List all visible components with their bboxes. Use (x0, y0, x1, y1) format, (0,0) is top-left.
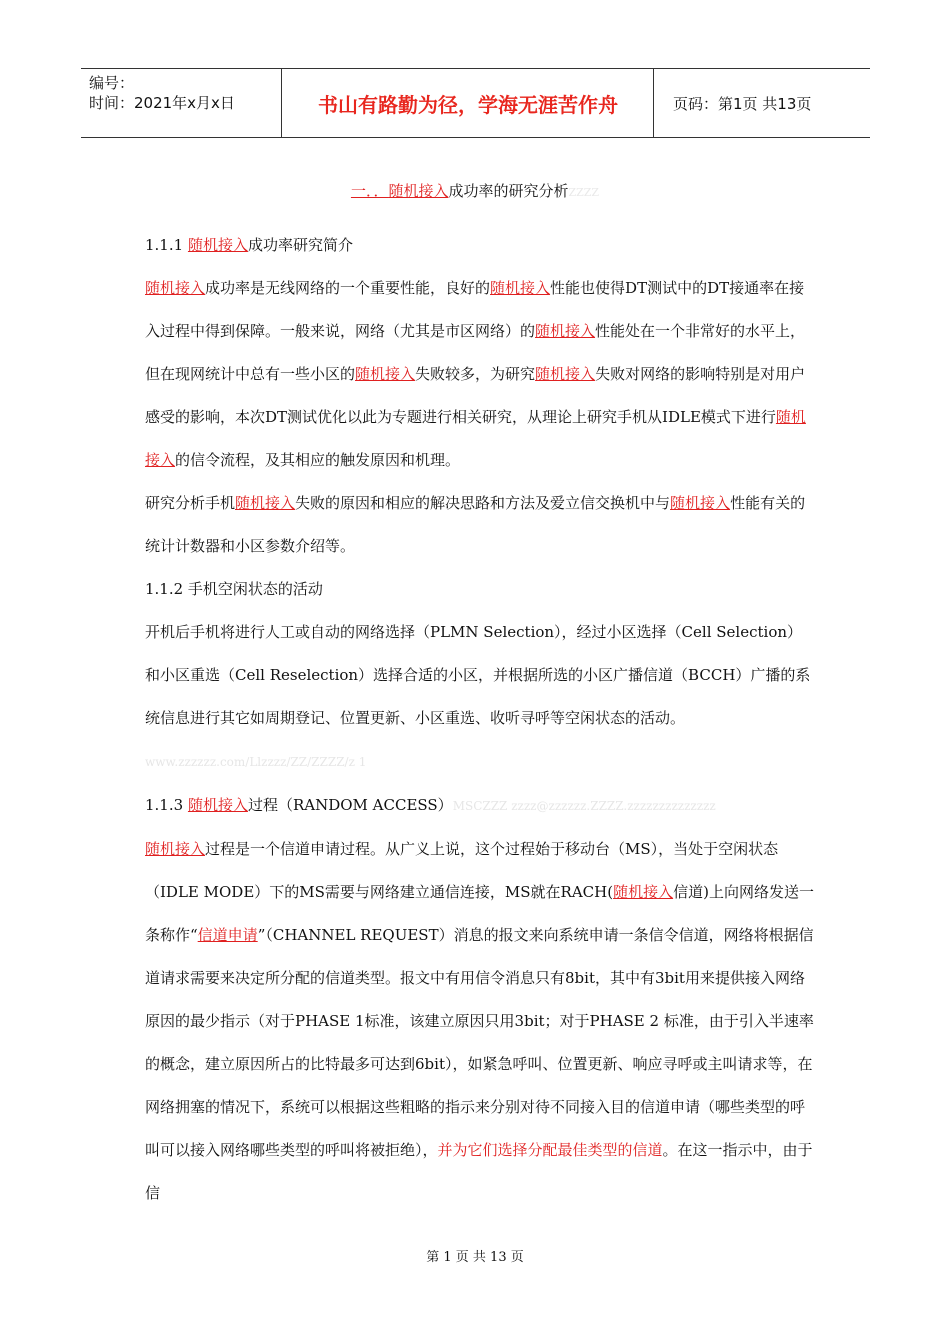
doc-date-label: 时间：2021年x月x日 (89, 94, 235, 112)
watermark-text: MSCZZZ zzzz@zzzzzz.ZZZZ.zzzzzzzzzzzzzz (452, 799, 716, 813)
random-access-link[interactable]: 随机接入 (145, 279, 206, 297)
channel-request-link[interactable]: 信道申请 (197, 926, 258, 944)
header-page-label: 页码：第1页 共13页 (673, 94, 812, 113)
random-access-link[interactable]: 随机接入 (490, 279, 551, 297)
random-access-link[interactable]: 随机接入 (535, 365, 596, 383)
section-heading: 1.1.1 随机接入成功率研究简介 (145, 236, 353, 254)
doc-number-label: 编号： (89, 74, 135, 92)
random-access-link[interactable]: 随机接入 (187, 796, 248, 814)
paragraph: 研究分析手机随机接入失败的原因和相应的解决思路和方法及爱立信交换机中与随机接入性能有关的统计计数器和小区参数介绍等。 (145, 494, 806, 555)
random-access-link[interactable]: 随机接入 (145, 840, 206, 858)
section-heading: 1.1.2 手机空闲状态的活动 (145, 580, 323, 598)
random-access-link[interactable]: 随机接入 (145, 408, 806, 469)
header-left (89, 73, 235, 113)
random-access-link[interactable]: 随机接入 (187, 236, 248, 254)
page-footer: 第 1 页 共 13 页 (426, 1250, 524, 1265)
random-access-link[interactable]: 随机接入 (388, 182, 449, 200)
header-table (81, 68, 870, 138)
paragraph: 随机接入过程是一个信道申请过程。从广义上说，这个过程始于移动台（MS），当处于空闲状态（IDLE MODE）下的MS需要与网络建立通信连接，MS就在RACH(随机接入信道)上向网络发送一条称作“信道申请”（CHANNEL REQUEST）消息的报文来向系统申请一条信令信道，网络将根据信道请求需要来决定所分配的信道类型。报文中有用信令消息只有8bit，其中有3bit用来提供接入网络原因的最少指示（对于PHASE 1标准，该建立原因只用3bit；对于PHASE 2 标准，由于引入半速率的概念，建立原因所占的比特最多可达到6bit），如紧急呼叫、位置更新、响应寻呼或主叫请求等，在网络拥塞的情况下，系统可以根据这些粗略的指示来分别对待不同接入目的信道申请（哪些类型的呼叫可以接入网络哪些类型的呼叫将被拒绝），并为它们选择分配最佳类型的信道。在这一指示中，由于信 (145, 840, 814, 1202)
highlighted-text: 并为它们选择分配最佳类型的信道 (437, 1141, 663, 1159)
doc-body (145, 224, 815, 1215)
section-heading: 1.1.3 随机接入过程（RANDOM ACCESS）MSCZZZ zzzz@zzzzzz.ZZZZ.zzzzzzzzzzzzzz (145, 796, 716, 814)
random-access-link[interactable]: 随机接入 (235, 494, 296, 512)
paragraph: 开机后手机将进行人工或自动的网络选择（PLMN Selection），经过小区选择（Cell Selection）和小区重选（Cell Reselection）选择合适的小区，并根据所选的小区广播信道（BCCH）广播的系统信息进行其它如周期登记、位置更新、小区重选、收听寻呼等空闲状态的活动。www.zzzzzz.com/Llzzzz/ZZ/ZZZZ/z 1 (145, 623, 811, 769)
watermark-text: www.zzzzzz.com/Llzzzz/ZZ/ZZZZ/z 1 (145, 755, 367, 769)
paragraph: 随机接入成功率是无线网络的一个重要性能，良好的随机接入性能也使得DT测试中的DT接通率在接入过程中得到保障。一般来说，网络（尤其是市区网络）的随机接入性能处在一个非常好的水平上，但在现网统计中总有一些小区的随机接入失败较多，为研究随机接入失败对网络的影响特别是对用户感受的影响，本次DT测试优化以此为专题进行相关研究，从理论上研究手机从IDLE模式下进行随机接入的信令流程，及其相应的触发原因和机理。 (145, 279, 806, 469)
random-access-link[interactable]: 随机接入 (613, 883, 674, 901)
title-text: 成功率的研究分析 (448, 182, 569, 200)
random-access-link[interactable]: 随机接入 (670, 494, 731, 512)
header-motto: 书山有路勤为径，学海无涯苦作舟 (318, 92, 618, 117)
random-access-link[interactable]: 随机接入 (355, 365, 416, 383)
random-access-link[interactable]: 随机接入 (535, 322, 596, 340)
watermark-text: ZZZZ (568, 186, 600, 199)
doc-title (0, 180, 950, 201)
title-number: 一．． (350, 182, 389, 200)
